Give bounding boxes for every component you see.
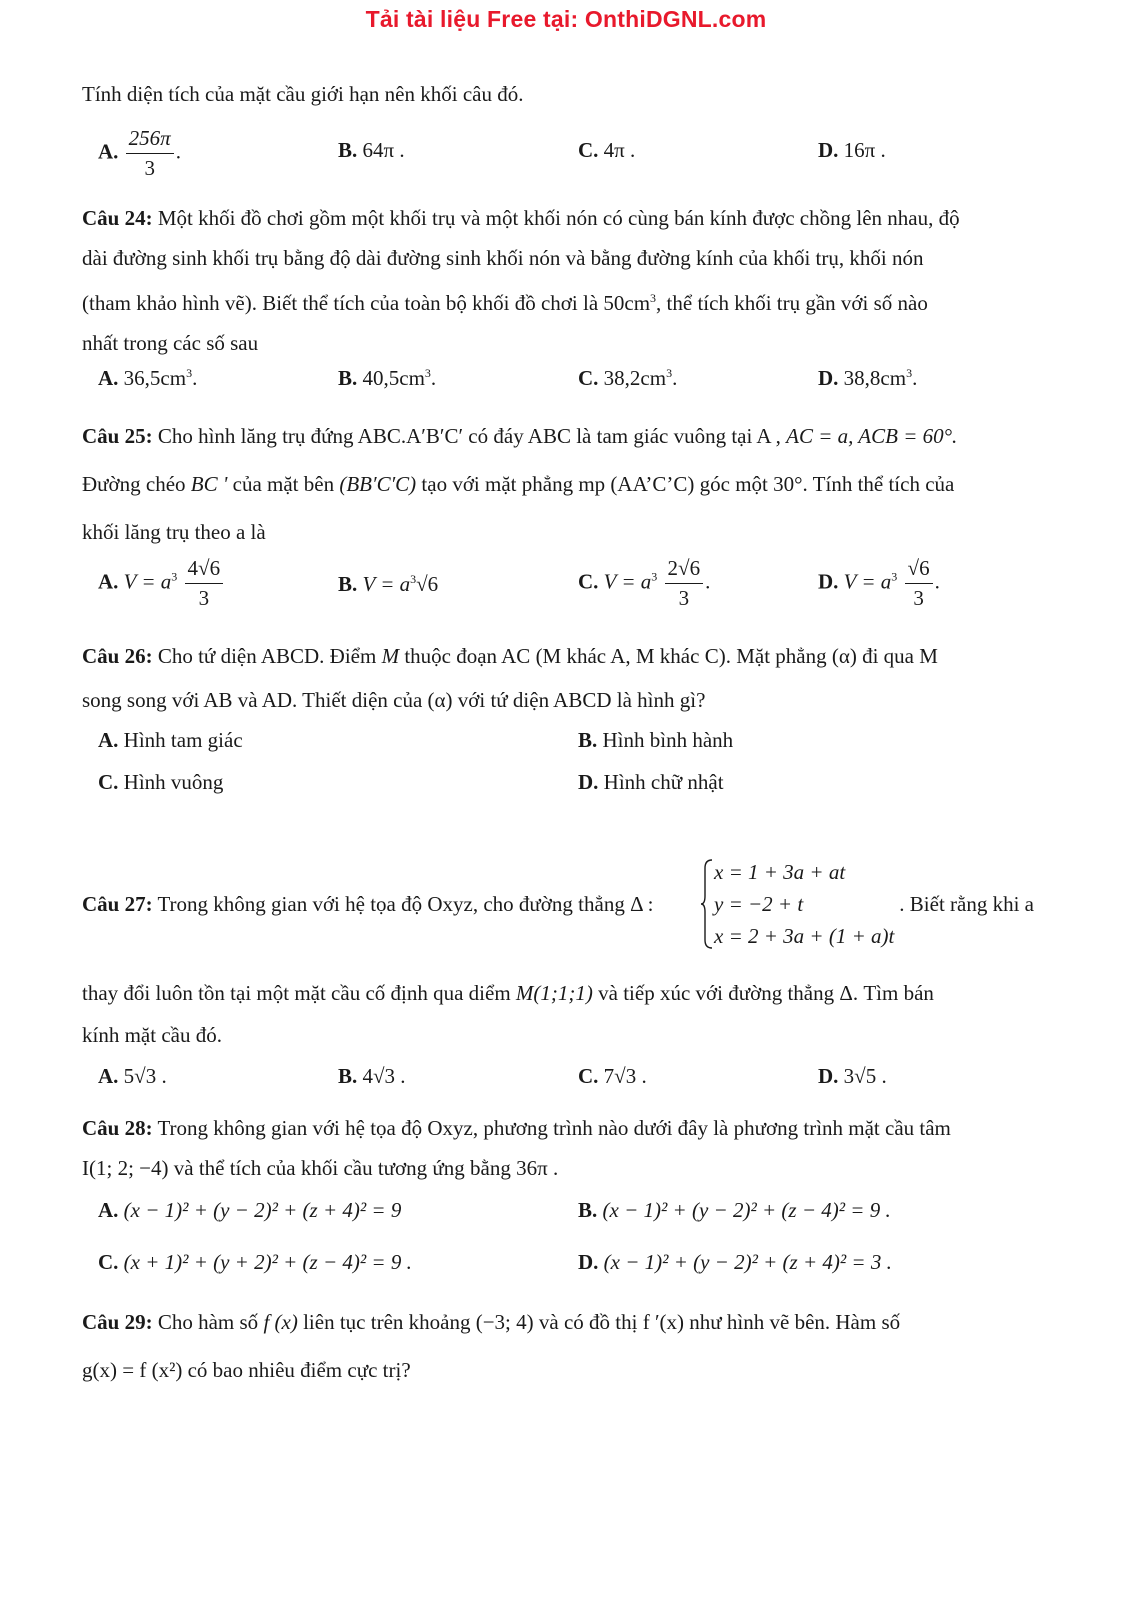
question-number: Câu 26: bbox=[82, 644, 153, 668]
source-banner[interactable]: Tải tài liệu Free tại: OnthiDGNL.com bbox=[365, 6, 767, 32]
fraction bbox=[665, 556, 704, 611]
formula: V = a bbox=[843, 569, 892, 594]
q24-line2: dài đường sinh khối trụ bằng độ dài đường sinh khối nón và bằng đường kính của khối trụ, khối nón bbox=[82, 246, 924, 270]
option-value: 3√5 . bbox=[843, 1064, 887, 1088]
q27-option-a[interactable] bbox=[98, 1064, 167, 1089]
superscript: 3 bbox=[891, 569, 898, 584]
q29-composite: g(x) = f (x²) bbox=[82, 1358, 183, 1382]
q28-line2b: và thể tích của khối cầu tương ứng bằng 36π . bbox=[173, 1156, 559, 1180]
option-label: B. bbox=[338, 572, 358, 596]
option-value: 4π . bbox=[603, 138, 636, 162]
q27-line2c: và tiếp xúc với đường thẳng Δ. Tìm bán bbox=[598, 981, 934, 1005]
option-label: B. bbox=[338, 366, 358, 390]
numerator: 256π bbox=[126, 126, 174, 154]
q27-line1a: Trong không gian với hệ tọa độ Oxyz, cho đường thẳng bbox=[157, 892, 625, 916]
q26-option-b[interactable] bbox=[578, 728, 733, 753]
formula: V = a bbox=[362, 572, 411, 596]
q24-line3a: (tham khảo hình vẽ). Biết thể tích của toàn bộ khối đồ chơi là bbox=[82, 291, 599, 315]
q28-options-row2 bbox=[98, 1250, 1048, 1290]
option-label: C. bbox=[578, 366, 599, 390]
q27-equation-system bbox=[700, 858, 895, 954]
q25-prism: ABC.A′B′C′ bbox=[357, 424, 464, 448]
q29-line2b: có bao nhiêu điểm cực trị? bbox=[187, 1358, 411, 1382]
q24-option-b[interactable] bbox=[338, 366, 436, 391]
left-brace-icon bbox=[700, 858, 714, 950]
option-value: (x − 1)² + (y − 2)² + (z + 4)² = 9 bbox=[123, 1198, 402, 1222]
numerator: √6 bbox=[905, 556, 933, 584]
option-label: B. bbox=[578, 728, 598, 752]
option-label: B. bbox=[338, 138, 358, 162]
option-value: 7√3 . bbox=[603, 1064, 647, 1088]
option-value: 16π . bbox=[843, 138, 886, 162]
denominator: 3 bbox=[678, 586, 690, 610]
option-value: Hình tam giác bbox=[123, 728, 243, 752]
q25-question bbox=[82, 412, 1052, 556]
option-value: Hình vuông bbox=[123, 770, 224, 794]
q27-option-c[interactable] bbox=[578, 1064, 647, 1089]
denominator: 3 bbox=[144, 156, 155, 180]
q26-options-row2 bbox=[98, 770, 1048, 810]
question-number: Câu 29: bbox=[82, 1310, 153, 1334]
q27-line3: kính mặt cầu đó. bbox=[82, 1023, 222, 1047]
q27-point: M(1;1;1) bbox=[515, 981, 593, 1005]
superscript: 3 bbox=[424, 366, 431, 380]
option-label: C. bbox=[578, 1064, 599, 1088]
q26-line1a: Cho tứ diện ABCD. Điểm bbox=[157, 644, 377, 668]
q25-diagonal: BC ' bbox=[190, 472, 228, 496]
question-number: Câu 25: bbox=[82, 424, 153, 448]
q27-line2a: thay đổi luôn tồn tại một mặt cầu cố định qua diểm bbox=[82, 981, 511, 1005]
system-line-3: x = 2 + 3a + (1 + a)t bbox=[714, 924, 895, 948]
q23-text: Tính diện tích của mặt cầu giới hạn nên khối câu đó. bbox=[82, 82, 524, 106]
option-value: 4√3 . bbox=[362, 1064, 406, 1088]
option-value: 64π . bbox=[362, 138, 405, 162]
q23-option-a[interactable] bbox=[98, 126, 181, 181]
q25-given: AC = a, ACB = 60°. bbox=[786, 424, 958, 448]
punct: . bbox=[192, 366, 198, 390]
q24-line1: Một khối đồ chơi gồm một khối trụ và một khối nón có cùng bán kính được chồng lên nhau, độ bbox=[157, 206, 960, 230]
q23-option-b[interactable] bbox=[338, 138, 405, 163]
option-label: A. bbox=[98, 728, 119, 752]
q26-option-a[interactable] bbox=[98, 728, 243, 753]
q24-options bbox=[98, 366, 1048, 406]
question-number: Câu 28: bbox=[82, 1116, 153, 1140]
option-label: A. bbox=[98, 1198, 119, 1222]
q23-options bbox=[98, 126, 1048, 186]
q29-question bbox=[82, 1298, 1052, 1394]
question-number: Câu 27: bbox=[82, 892, 153, 916]
q27-option-d[interactable] bbox=[818, 1064, 887, 1089]
q28-question bbox=[82, 1108, 1052, 1188]
q28-option-d[interactable] bbox=[578, 1250, 892, 1275]
option-label: D. bbox=[818, 138, 839, 162]
option-value: Hình chữ nhật bbox=[603, 770, 724, 794]
q23-option-d[interactable] bbox=[818, 138, 886, 163]
system-line-1: x = 1 + 3a + at bbox=[714, 860, 846, 884]
superscript: 3 bbox=[650, 291, 657, 305]
punct: . bbox=[430, 366, 437, 390]
numerator: 2√6 bbox=[665, 556, 704, 584]
option-label: C. bbox=[98, 770, 119, 794]
q28-option-b[interactable] bbox=[578, 1198, 891, 1223]
q26-options-row1 bbox=[98, 728, 1048, 768]
q26-line1c: thuộc đoạn AC (M khác A, M khác C). Mặt phẳng (α) đi qua M bbox=[404, 644, 938, 668]
formula: V = a bbox=[603, 569, 652, 594]
q28-option-c[interactable] bbox=[98, 1250, 412, 1275]
option-value: (x − 1)² + (y − 2)² + (z − 4)² = 9 . bbox=[602, 1198, 891, 1222]
option-label: C. bbox=[98, 1250, 119, 1274]
q25-line2a: Đường chéo bbox=[82, 472, 186, 496]
option-value: 38,8cm bbox=[843, 366, 907, 390]
option-label: D. bbox=[818, 366, 839, 390]
q24-line4: nhất trong các số sau bbox=[82, 331, 259, 355]
q29-interval: (−3; 4) bbox=[475, 1310, 534, 1334]
formula-tail: √6 bbox=[416, 572, 439, 596]
q29-function: f (x) bbox=[263, 1310, 298, 1334]
q27-option-b[interactable] bbox=[338, 1064, 406, 1089]
q23-option-c[interactable] bbox=[578, 138, 635, 163]
q29-line1g: như hình vẽ bên. Hàm số bbox=[689, 1310, 901, 1334]
q26-option-d[interactable] bbox=[578, 770, 724, 795]
q27-delta: Δ : bbox=[630, 892, 654, 916]
q25-option-d[interactable] bbox=[818, 556, 940, 611]
q28-options-row1 bbox=[98, 1198, 1048, 1238]
option-value: 40,5cm bbox=[362, 366, 425, 390]
q25-option-a[interactable] bbox=[98, 556, 225, 611]
superscript: 3 bbox=[651, 569, 658, 584]
q29-line1a: Cho hàm số bbox=[157, 1310, 259, 1334]
option-label: A. bbox=[98, 139, 119, 164]
q24-option-d[interactable] bbox=[818, 366, 917, 391]
q27-options bbox=[98, 1064, 1048, 1104]
q25-line1a: Cho hình lăng trụ đứng bbox=[157, 424, 354, 448]
superscript: 3 bbox=[666, 366, 673, 380]
q29-line1c: liên tục trên khoảng bbox=[303, 1310, 471, 1334]
punct: . bbox=[912, 366, 918, 390]
q26-option-c[interactable] bbox=[98, 770, 223, 795]
q25-line1c: có đáy ABC là tam giác vuông tại A , bbox=[468, 424, 781, 448]
q28-option-a[interactable] bbox=[98, 1198, 401, 1223]
denominator: 3 bbox=[198, 586, 210, 610]
q24-question bbox=[82, 198, 1052, 363]
option-label: A. bbox=[98, 366, 119, 390]
q26-line2: song song với AB và AD. Thiết diện của (α) với tứ diện ABCD là hình gì? bbox=[82, 688, 706, 712]
q28-center: I(1; 2; −4) bbox=[82, 1156, 169, 1180]
option-label: A. bbox=[98, 1064, 119, 1088]
option-label: C. bbox=[578, 569, 599, 594]
q25-option-c[interactable] bbox=[578, 556, 710, 611]
option-label: B. bbox=[338, 1064, 358, 1088]
option-label: D. bbox=[818, 569, 839, 594]
option-value: 38,2cm bbox=[603, 366, 667, 390]
option-value: 36,5cm bbox=[123, 366, 187, 390]
option-value: (x + 1)² + (y + 2)² + (z − 4)² = 9 . bbox=[123, 1250, 412, 1274]
q25-options bbox=[98, 556, 1048, 620]
q24-volume: 50cm bbox=[603, 291, 651, 315]
option-label: A. bbox=[98, 569, 119, 594]
q24-option-c[interactable] bbox=[578, 366, 677, 391]
option-value: Hình bình hành bbox=[602, 728, 734, 752]
fraction bbox=[126, 126, 174, 181]
fraction bbox=[905, 556, 933, 611]
option-label: D. bbox=[818, 1064, 839, 1088]
q29-derivative: f ′(x) bbox=[642, 1310, 685, 1334]
q28-line1: Trong không gian với hệ tọa độ Oxyz, phương trình nào dưới đây là phương trình mặt cầu tâm bbox=[157, 1116, 951, 1140]
q25-face: (BB′C′C) bbox=[339, 472, 417, 496]
q25-line3: khối lăng trụ theo a là bbox=[82, 520, 266, 544]
system-line-2: y = −2 + t bbox=[714, 892, 804, 916]
superscript: 3 bbox=[171, 569, 178, 584]
q26-question bbox=[82, 634, 1052, 722]
punct: . bbox=[175, 139, 181, 164]
punct: . bbox=[705, 569, 711, 594]
option-value: 5√3 . bbox=[123, 1064, 167, 1088]
superscript: 3 bbox=[186, 366, 193, 380]
q24-option-a[interactable] bbox=[98, 366, 197, 391]
q24-line3c: , thể tích khối trụ gần với số nào bbox=[656, 291, 928, 315]
formula: V = a bbox=[123, 569, 172, 594]
fraction bbox=[185, 556, 224, 611]
option-value: (x − 1)² + (y − 2)² + (z + 4)² = 3 . bbox=[603, 1250, 892, 1274]
punct: . bbox=[934, 569, 940, 594]
punct: . bbox=[672, 366, 678, 390]
q25-option-b[interactable] bbox=[338, 572, 438, 597]
option-label: D. bbox=[578, 1250, 599, 1274]
superscript: 3 bbox=[410, 572, 417, 586]
q27-line1-tail: . Biết rằng khi a bbox=[899, 892, 1034, 916]
question-number: Câu 24: bbox=[82, 206, 153, 230]
q29-line1e: và có đồ thị bbox=[538, 1310, 638, 1334]
q27-question-rest bbox=[82, 972, 1052, 1056]
superscript: 3 bbox=[906, 366, 913, 380]
option-label: D. bbox=[578, 770, 599, 794]
option-label: B. bbox=[578, 1198, 598, 1222]
denominator: 3 bbox=[913, 586, 924, 610]
numerator: 4√6 bbox=[185, 556, 224, 584]
option-label: C. bbox=[578, 138, 599, 162]
q26-point: M bbox=[381, 644, 400, 668]
q25-line2c: của mặt bên bbox=[232, 472, 335, 496]
q25-line2e: tạo với mặt phẳng mp (AA’C’C) góc một 30°. Tính thể tích của bbox=[421, 472, 955, 496]
